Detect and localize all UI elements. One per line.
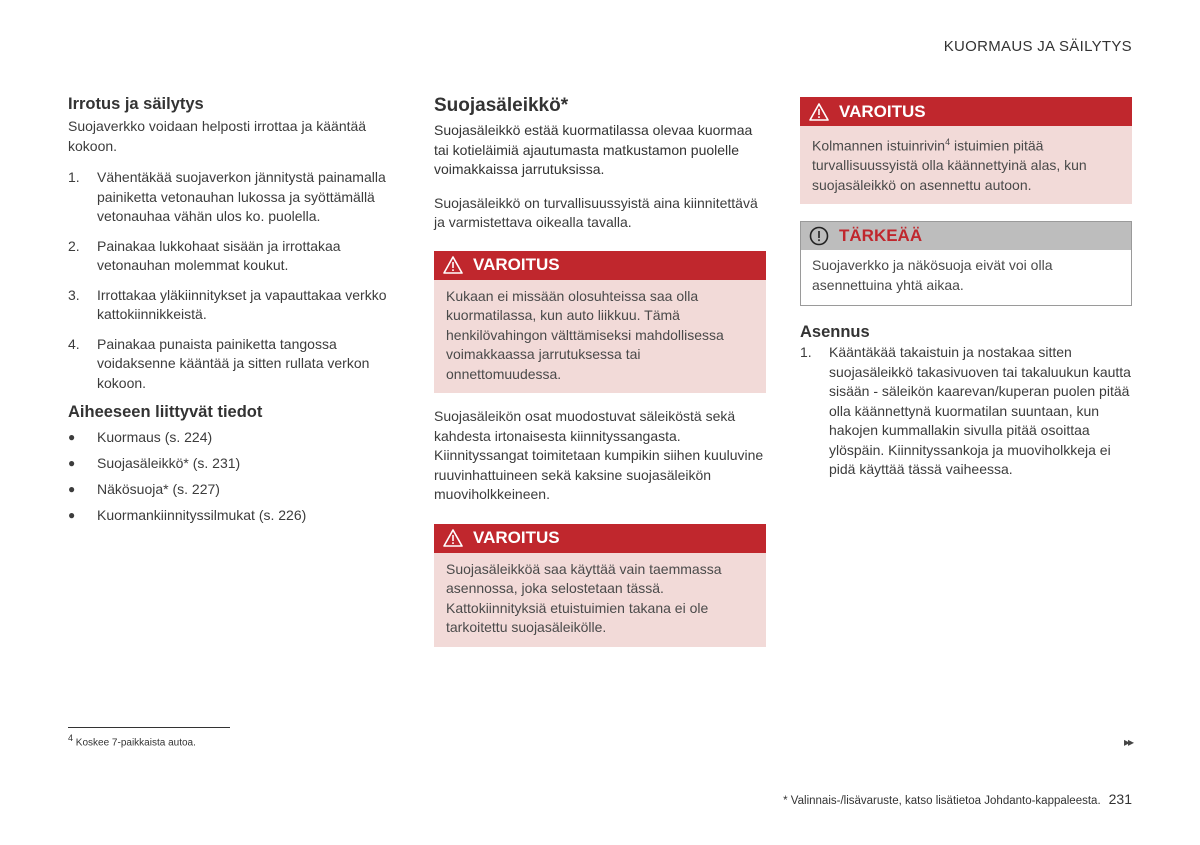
warning-text: Kukaan ei missään olosuhteissa saa olla kuormatilassa, kun auto liikkuu. Tämä henkilövahingon välttämiseksi mahdollisessa voimakkaassa jarrutuksessa tai onnettomuudessa. [446,287,724,382]
step-number: 1. [800,344,812,361]
bullet-icon: ● [68,482,76,496]
bullet-icon: ● [68,456,76,470]
footnote-number: 4 [68,733,74,743]
step-text: Irrottakaa yläkiinnitykset ja vapauttakaa verkko kattokiinnikkeistä. [97,286,387,322]
warning-text-part: Kolmannen istuinrivin [812,137,946,154]
step-text: Vähentäkää suojaverkon jännitystä painamalla painiketta vetonauhan lukossa ja syöttämällä vetonauhaa vähän ulos ko. puolella. [97,169,386,224]
warning-label: VAROITUS [473,255,560,274]
important-header [801,222,1131,250]
bullet-icon: ● [68,508,76,522]
related-link-item[interactable] [68,428,398,448]
step-number: 1. [68,169,80,185]
warning-header [434,251,766,280]
bullet-icon: ● [68,430,76,444]
related-link[interactable]: Näkösuoja* (s. 227) [97,481,220,497]
related-link-item[interactable] [68,506,398,526]
removal-steps [68,168,398,393]
warning-triangle-icon [443,256,463,274]
list-item [68,335,398,394]
related-heading: Aiheeseen liittyvät tiedot [68,403,263,421]
related-link[interactable]: Kuormankiinnityssilmukat (s. 226) [97,507,307,523]
step-text: Painakaa lukkohaat sisään ja irrottakaa vetonauhan molemmat koukut. [97,237,341,273]
warning-box [434,251,766,394]
column-right [800,97,1132,490]
page-footer [783,791,1132,807]
paragraph: Suojasäleikkö on turvallisuussyistä aina kiinnitettävä ja varmistettava oikealla tavalla. [434,194,758,230]
warning-text [800,126,1132,204]
step-text: Painakaa punaista painiketta tangossa voidaksenne kääntää ja sitten rullata verkon kokoon. [97,335,370,391]
warning-box [434,524,766,647]
related-list [68,428,398,526]
install-steps [800,343,1132,480]
step-number: 4. [68,335,80,352]
warning-header [434,524,766,553]
related-link[interactable]: Suojasäleikkö* (s. 231) [97,455,241,471]
footnote [68,733,196,748]
step-number: 3. [68,286,80,303]
footnote-divider [68,727,230,728]
footnote-text: Koskee 7-paikkaista autoa. [73,737,196,749]
warning-text-part: istuimien pitää turvallisuussyistä olla käännettyinä alas, kun suojasäleikkö on asennettu autoon. [812,137,1087,193]
step-text: Kääntäkää takaistuin ja nostakaa sitten suojasäleikkö takasivuoven tai takaluukun kautta sisään - säleikön kaarevan/kuperan puolen pitää olla käännettynä kuormatilan suuntaan, kun hakojen kummallakin sivulla pitää osoittaa ylöspäin. Kiinnityssankoja ja muoviholkkeja ei pidä käyttää tässä vaiheessa. [829,344,1131,478]
list-item [68,168,398,227]
warning-text: Suojasäleikköä saa käyttää vain taemmassa asennossa, joka selostetaan tässä. Kattokiinnityksiä etuistuimien takana ei ole tarkoitettu suojasäleikölle. [446,560,722,635]
paragraph: Suojasäleikön osat muodostuvat säleiköstä sekä kahdesta irtonaisesta kiinnityssangasta. Kiinnityssangat toimitetaan kumpikin siihen kuuluvine ruuvinhattuineen sekä kaksine suojasäleikön muoviholkkeineen. [434,408,764,502]
important-text: Suojaverkko ja näkösuoja eivät voi olla asennettuina yhtä aikaa. [812,257,1053,293]
warning-box [800,97,1132,204]
warning-triangle-icon [443,529,463,547]
continue-arrows-icon: ▸▸ [1123,735,1132,749]
page-number: 231 [1108,791,1132,807]
lead-paragraph: Suojasäleikkö estää kuormatilassa olevaa kuormaa tai kotieläimiä ajautumasta matkustamon puolelle voimakkaissa jarrutuksissa. [434,122,753,177]
important-label: TÄRKEÄÄ [839,226,923,246]
warning-label: VAROITUS [473,528,560,547]
list-item [68,286,398,325]
step-number: 2. [68,237,80,254]
related-link-item[interactable] [68,480,398,500]
list-item [800,343,1132,480]
warning-label: VAROITUS [839,101,926,121]
footnote-ref: 4 [945,137,951,147]
install-heading: Asennus [800,323,870,342]
warning-triangle-icon [809,103,829,121]
removal-intro: Suojaverkko voidaan helposti irrottaa ja kääntää kokoon. [68,118,367,154]
footer-note: * Valinnais-/lisävaruste, katso lisätietoa Johdanto-kappaleesta. [783,795,1101,807]
section-title: Suojasäleikkö* [434,95,569,116]
exclamation-circle-icon [809,226,829,246]
important-box [800,221,1132,306]
related-link-item[interactable] [68,454,398,474]
column-left [68,95,398,532]
related-link[interactable]: Kuormaus (s. 224) [97,429,213,445]
removal-heading: Irrotus ja säilytys [68,95,204,113]
list-item [68,237,398,276]
column-middle [434,95,766,647]
section-header: KUORMAUS JA SÄILYTYS [943,38,1132,55]
warning-header [800,97,1132,126]
